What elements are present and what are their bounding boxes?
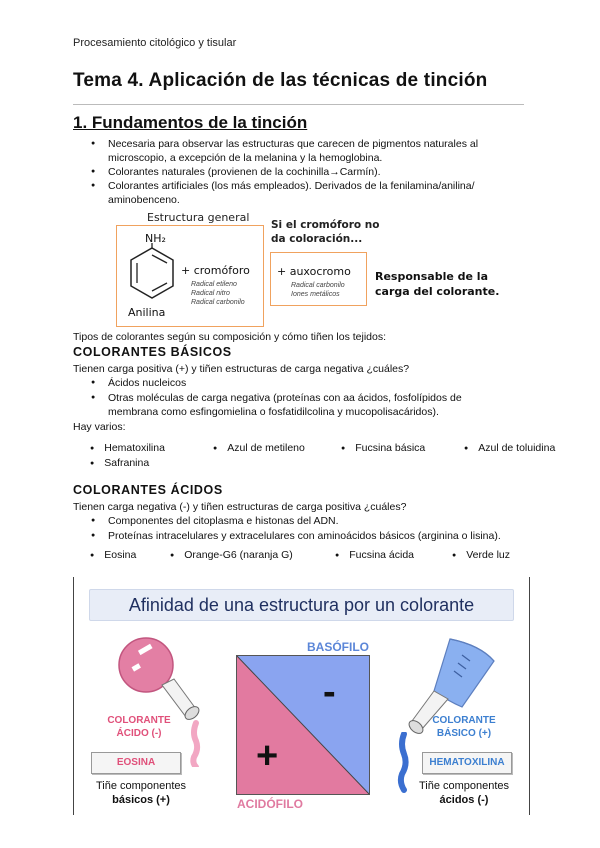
example-item: ● Eosina xyxy=(90,549,136,561)
acidofilo-label: ACIDÓFILO xyxy=(237,797,303,811)
left-caption: básicos (+) xyxy=(112,794,170,806)
cromoforo-item: Radical etileno xyxy=(191,281,237,288)
left-label: COLORANTE xyxy=(107,715,171,726)
benzene-ring-icon xyxy=(128,246,176,300)
structure-label: Estructura general xyxy=(147,211,250,224)
example-item: ● Fucsina básica xyxy=(341,442,425,454)
cromoforo-item: Radical carbonilo xyxy=(191,299,245,306)
bond-line xyxy=(150,243,154,249)
bullet-item: ● Componentes del citoplasma e histonas del ADN. xyxy=(108,514,339,528)
note-line: da coloración... xyxy=(271,233,363,245)
acidos-intro: Tienen carga negativa (-) y tiñen estructuras de carga positiva ¿cuáles? xyxy=(73,501,407,513)
hay-varios: Hay varios: xyxy=(73,421,126,433)
pink-flask-icon xyxy=(114,637,214,767)
plus-sign: + xyxy=(256,735,279,777)
hematoxilina-label: HEMATOXILINA xyxy=(429,757,505,768)
anilina-label: Anilina xyxy=(128,306,166,319)
auxocromo-label: + auxocromo xyxy=(277,265,351,278)
eosina-label: EOSINA xyxy=(116,757,156,768)
cromoforo-item: Radical nitro xyxy=(191,290,230,297)
bullet-item: ● Otras moléculas de carga negativa (proteínas con aa ácidos, fosfolípidos de xyxy=(108,391,462,405)
blue-drip-icon xyxy=(394,732,414,812)
auxocromo-item: Iones metálicos xyxy=(291,291,340,298)
example-item: ● Azul de toluidina xyxy=(464,442,555,454)
figure-title-box xyxy=(89,589,514,621)
nh2-label: NH₂ xyxy=(145,232,166,245)
responsable-line: Responsable de la xyxy=(375,270,489,283)
hematoxilina-tag xyxy=(422,752,512,774)
figure-title: Afinidad de una estructura por un colorante xyxy=(128,595,475,615)
note-line: Si el cromóforo no xyxy=(271,219,380,231)
right-label: BÁSICO (+) xyxy=(436,728,492,739)
left-label: ÁCIDO (-) xyxy=(116,728,162,739)
auxocromo-item: Radical carbonilo xyxy=(291,282,345,289)
basicos-intro: Tienen carga positiva (+) y tiñen estructuras de carga negativa ¿cuáles? xyxy=(73,363,410,375)
bullet-continuation: aminobenceno. xyxy=(108,194,180,206)
affinity-figure xyxy=(73,577,530,815)
eosina-tag xyxy=(91,752,181,774)
page-title: Tema 4. Aplicación de las técnicas de tinción xyxy=(73,70,488,91)
page-header: Procesamiento citológico y tisular xyxy=(73,37,237,49)
example-item: ● Verde luz xyxy=(452,549,510,561)
bullet-item: ● Proteínas intracelulares y extracelulares con aminoácidos básicos (arginina o lisina). xyxy=(108,529,501,543)
responsable-line: carga del colorante. xyxy=(375,285,500,298)
bullet-continuation: microscopio, a excepción de la melanina y la hemoglobina. xyxy=(108,152,383,164)
bullet-item: ● Ácidos nucleicos xyxy=(108,376,186,390)
minus-sign: - xyxy=(323,671,336,713)
basicos-heading: COLORANTES BÁSICOS xyxy=(73,345,232,359)
title-divider xyxy=(73,104,524,105)
acidos-heading: COLORANTES ÁCIDOS xyxy=(73,483,223,497)
example-item: ● Fucsina ácida xyxy=(335,549,414,561)
example-item: ● Orange-G6 (naranja G) xyxy=(170,549,293,561)
right-caption: ácidos (-) xyxy=(439,794,489,806)
bullet-continuation: membrana como esfingomielina o fosfatidilcolina y mucopolisacáridos). xyxy=(108,406,439,418)
right-caption: Tiñe componentes xyxy=(418,780,510,792)
right-label: COLORANTE xyxy=(432,715,496,726)
bullet-item: ● Colorantes naturales (provienen de la cochinilla→Carmín). xyxy=(108,165,381,179)
bullet-item: ● Necesaria para observar las estructuras que carecen de pigmentos naturales al xyxy=(108,137,478,151)
section-heading: 1. Fundamentos de la tinción xyxy=(73,113,308,132)
example-item: ● Azul de metileno xyxy=(213,442,305,454)
tipos-intro: Tipos de colorantes según su composición y cómo tiñen los tejidos: xyxy=(73,331,387,343)
bullet-item: ● Colorantes artificiales (los más empleados). Derivados de la fenilamina/anilina/ xyxy=(108,179,475,193)
cromoforo-label: + cromóforo xyxy=(181,264,250,277)
example-item: ● Safranina xyxy=(90,457,149,469)
basofilo-label: BASÓFILO xyxy=(307,640,369,654)
left-caption: Tiñe componentes xyxy=(95,780,187,792)
example-item: ● Hematoxilina xyxy=(90,442,165,454)
